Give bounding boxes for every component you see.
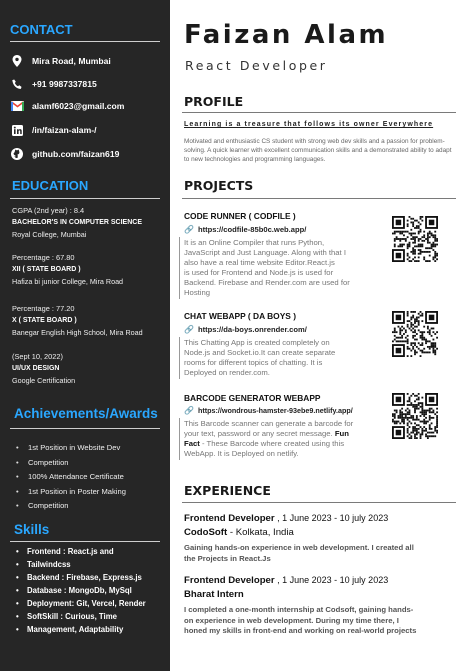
project-title: BARCODE GENERATOR WEBAPP [184, 393, 321, 403]
description-line: on experience in web development. During my time there, I [184, 615, 399, 625]
company-location: - Kolkata, India [227, 527, 294, 538]
job-date: , 1 June 2023 - 10 july 2023 [274, 513, 389, 523]
description-line: Gaining hands-on experience in web development. I created all [184, 543, 414, 552]
contact-linkedin[interactable] [10, 124, 96, 136]
achievements-list [16, 441, 164, 514]
contact-github-text: github.com/faizan619 [32, 149, 120, 159]
divider [179, 418, 180, 460]
project-link[interactable] [184, 406, 353, 415]
fun-fact-label: Fun [334, 429, 349, 438]
list-item: • Database : MongoDb, MySql [16, 584, 166, 597]
list-item: • 1st Position in Poster Making [16, 485, 164, 500]
experience-company [184, 527, 294, 538]
job-date: , 1 June 2023 - 10 july 2023 [274, 575, 389, 585]
divider [182, 198, 456, 199]
project-title: CHAT WEBAPP ( DA BOYS ) [184, 311, 296, 321]
description-text: - These Barcode where created using this [199, 439, 345, 448]
project-description [184, 419, 382, 459]
description-line: This Barcode scanner can generate a barcode for [184, 419, 354, 428]
github-icon [10, 148, 24, 160]
education-item [12, 205, 164, 241]
link-icon: 🔗 [184, 225, 194, 234]
experience-title [184, 513, 388, 524]
linkedin-icon [10, 124, 24, 136]
description-line: JavaScript and Just Language. Along with that I [184, 248, 346, 257]
projects-heading: PROJECTS [184, 178, 254, 193]
contact-email[interactable] [10, 100, 124, 112]
phone-icon [10, 78, 24, 90]
divider [182, 502, 456, 503]
project-title: CODE RUNNER ( CODFILE ) [184, 211, 296, 221]
contact-linkedin-text: /in/faizan-alam-/ [32, 125, 97, 135]
experience-description [184, 543, 454, 564]
experience-title [184, 575, 388, 586]
qr-code-icon[interactable] [392, 216, 438, 262]
list-item: • SoftSkill : Curious, Time [16, 610, 166, 623]
description-line: Hosting [184, 288, 211, 297]
contact-phone-text: +91 9987337815 [32, 79, 97, 89]
education-school: Banegar English High School, Mira Road [12, 328, 143, 337]
project-link-text: https://codfile-85b0c.web.app/ [197, 225, 307, 234]
list-item: • 1st Position in Website Dev [16, 441, 164, 456]
experience-company [184, 589, 244, 600]
link-icon: 🔗 [184, 406, 194, 415]
profile-summary: Motivated and enthusiastic CS student with strong web dev skills and a passion for problem-solving. A quick learner with excellent communication skills and a demonstrated ability to adapt to new technologies and programming languages. [184, 138, 452, 163]
list-item: • Frontend : React.js and [16, 545, 166, 558]
education-score: CGPA (2nd year) : 8.4 [12, 206, 85, 215]
qr-code-icon[interactable] [392, 393, 438, 439]
description-line: This Chatting App is created completely on [184, 338, 330, 347]
education-issuer: Google Certification [12, 376, 76, 385]
skills-heading: Skills [14, 522, 50, 537]
project-link[interactable] [184, 325, 307, 334]
list-item-continuation: • Competition [16, 499, 164, 514]
description-line: the Projects in React.Js [184, 553, 271, 563]
description-line [184, 429, 382, 439]
divider [179, 337, 180, 379]
project-link[interactable] [184, 225, 306, 234]
description-line: Deployed on render.com. [184, 368, 270, 377]
candidate-name: Faizan Alam [184, 20, 389, 50]
experience-description [184, 605, 454, 637]
education-item [12, 351, 164, 387]
description-line: honed my skills in front-end and working on real-world projects [184, 626, 417, 635]
qr-code-icon[interactable] [392, 311, 438, 357]
job-title: Frontend Developer [184, 575, 275, 586]
gmail-icon [10, 100, 24, 112]
education-school: Royal College, Mumbai [12, 230, 87, 239]
education-degree: X ( STATE BOARD ) [12, 317, 77, 324]
sidebar [0, 0, 170, 671]
education-item [12, 303, 164, 339]
education-heading: EDUCATION [12, 178, 89, 193]
divider [182, 112, 456, 113]
education-school: Hafiza bi junior College, Mira Road [12, 277, 124, 286]
skills-list [16, 545, 166, 636]
divider [10, 198, 160, 199]
profile-quote: Learning is a treasure that follows its owner Everywhere [184, 121, 434, 128]
education-item [12, 252, 164, 288]
list-item: • Deployment: Git, Vercel, Render [16, 597, 166, 610]
list-item-continuation: • Tailwindcss [16, 558, 166, 571]
company-name: Bharat Intern [184, 589, 244, 600]
education-score: Percentage : 77.20 [12, 304, 75, 313]
education-score: Percentage : 67.80 [12, 253, 75, 262]
description-line: Backend. Firebase and Render.com are used for [184, 278, 350, 287]
contact-location-text: Mira Road, Mumbai [32, 56, 111, 66]
list-item-continuation: • Competition [16, 456, 164, 471]
description-line: Node.js and Socket.io.It can create separate [184, 348, 336, 357]
company-name: CodoSoft [184, 527, 228, 538]
list-item: • 100% Attendance Certificate [16, 470, 164, 485]
candidate-role: React Developer [185, 58, 328, 73]
experience-heading: EXPERIENCE [184, 483, 271, 498]
project-link-text: https://da-boys.onrender.com/ [197, 325, 307, 334]
profile-heading: PROFILE [184, 94, 244, 109]
description-line: is used for Frontend and Node.js is used for [184, 268, 334, 277]
achievements-heading: Achievements/Awards [14, 406, 158, 421]
link-icon: 🔗 [184, 325, 194, 334]
description-line: also have a real time website Editor.React.js [184, 258, 335, 267]
job-title: Frontend Developer [184, 513, 275, 524]
divider [10, 41, 160, 42]
description-line: rooms for different topics of chatting. It is [184, 358, 323, 367]
divider [179, 237, 180, 299]
description-text: your text, password or any secret message. [184, 429, 333, 438]
contact-heading: CONTACT [10, 22, 73, 37]
divider [10, 428, 160, 429]
contact-location [10, 55, 111, 67]
description-line: I completed a one-month internship at Codsoft, gaining hands- [184, 605, 414, 614]
list-item: • Backend : Firebase, Express.js [16, 571, 166, 584]
description-line: It is an Online Compiler that runs Python, [184, 238, 325, 247]
project-link-text: https://wondrous-hamster-93ebe9.netlify.app/ [197, 406, 353, 415]
education-date: (Sept 10, 2022) [12, 352, 63, 361]
contact-github[interactable] [10, 148, 119, 160]
project-description [184, 238, 382, 298]
description-line [184, 439, 382, 449]
project-description [184, 338, 382, 378]
education-degree: BACHELOR'S IN COMPUTER SCIENCE [12, 219, 143, 226]
location-pin-icon [10, 55, 24, 67]
divider [10, 541, 160, 542]
contact-email-text: alamf6023@gmail.com [32, 101, 125, 111]
description-line: WebApp. It is Deployed on netlify. [184, 449, 299, 458]
fun-fact-label: Fact [184, 439, 200, 448]
contact-phone[interactable] [10, 78, 97, 90]
education-certificate: UI/UX DESIGN [12, 365, 60, 372]
education-degree: XII ( STATE BOARD ) [12, 266, 81, 273]
list-item-continuation: • Management, Adaptability [16, 623, 166, 636]
